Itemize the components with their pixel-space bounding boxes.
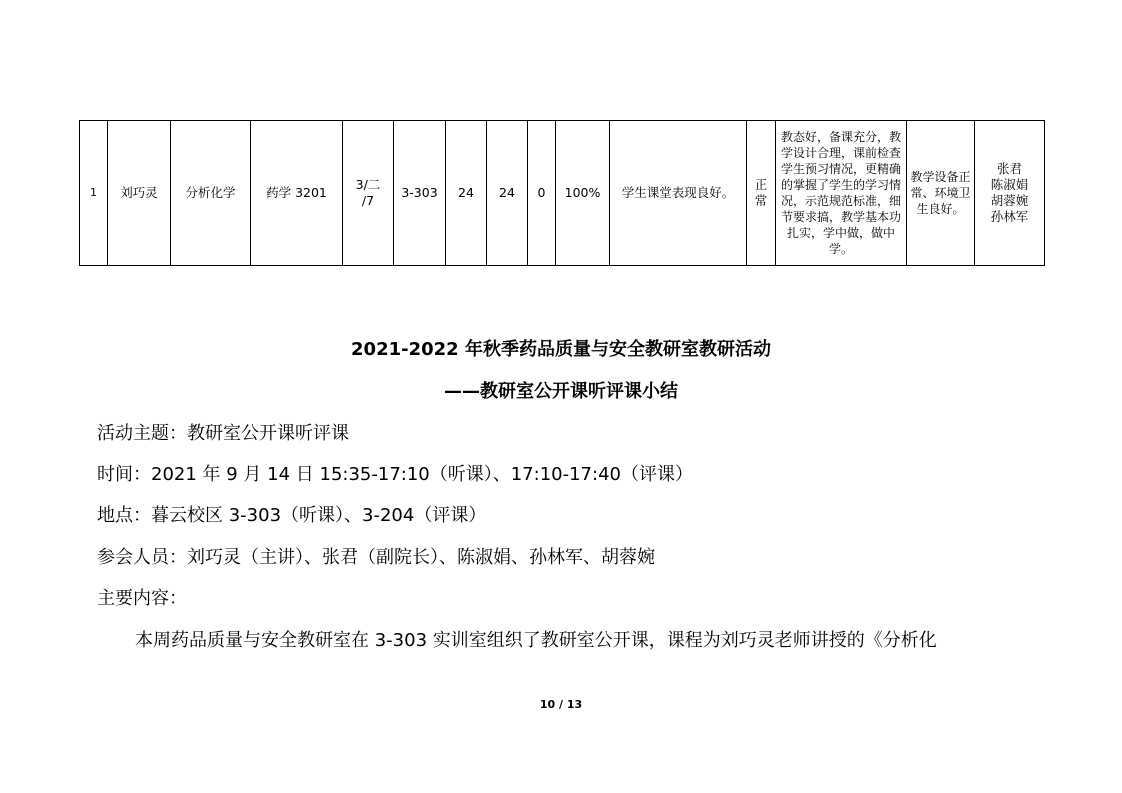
page-number: 10 / 13	[539, 698, 583, 711]
evaluator-name: 张君	[996, 161, 1022, 176]
document-subtitle: ——教研室公开课听评课小结	[444, 381, 678, 402]
actual-count: 24	[487, 121, 528, 266]
lesson-period	[343, 121, 394, 266]
evaluator-list	[975, 121, 1045, 266]
lesson-period-line-1: 3/二	[355, 177, 381, 192]
evaluator-name: 孙林军	[990, 209, 1029, 224]
classroom: 3-303	[394, 121, 446, 266]
lesson-period-line-2: /7	[361, 193, 375, 208]
student-performance: 学生课堂表现良好。	[610, 121, 747, 266]
teaching-status-line-2: 常	[754, 193, 768, 208]
activity-theme: 活动主题：教研室公开课听评课	[97, 423, 349, 444]
evaluator-name: 胡蓉婉	[990, 193, 1029, 208]
teaching-status-line-1: 正	[754, 177, 768, 192]
document-title: 2021-2022 年秋季药品质量与安全教研室教研活动	[351, 339, 771, 360]
activity-time: 时间：2021 年 9 月 14 日 15:35-17:10（听课）、17:10-17:40（评课）	[97, 464, 693, 485]
course-name: 分析化学	[171, 121, 251, 266]
activity-place: 地点：暮云校区 3-303（听课）、3-204（评课）	[97, 505, 487, 526]
row-number: 1	[80, 121, 108, 266]
teacher-name: 刘巧灵	[108, 121, 171, 266]
environment-notes: 教学设备正常、环境卫生良好。	[907, 121, 975, 266]
teaching-summary: 教态好，备课充分，教学设计合理，课前检查学生预习情况，更精确的掌握了学生的学习情况，示范规范标准，细节要求搞，教学基本功扎实，学中做，做中学。	[776, 121, 907, 266]
expected-count: 24	[446, 121, 487, 266]
absent-count: 0	[528, 121, 556, 266]
attendance-rate: 100%	[556, 121, 610, 266]
activity-attendees: 参会人员：刘巧灵（主讲）、张君（副院长）、陈淑娟、孙林军、胡蓉婉	[97, 547, 655, 568]
table-row	[80, 121, 1045, 266]
body-paragraph: 本周药品质量与安全教研室在 3-303 实训室组织了教研室公开课，课程为刘巧灵老师讲授的《分析化	[135, 630, 937, 651]
content-label: 主要内容：	[97, 588, 187, 609]
evaluator-name: 陈淑娟	[990, 177, 1029, 192]
class-name: 药学 3201	[251, 121, 343, 266]
teaching-status	[747, 121, 776, 266]
lesson-record-table	[79, 120, 1045, 266]
